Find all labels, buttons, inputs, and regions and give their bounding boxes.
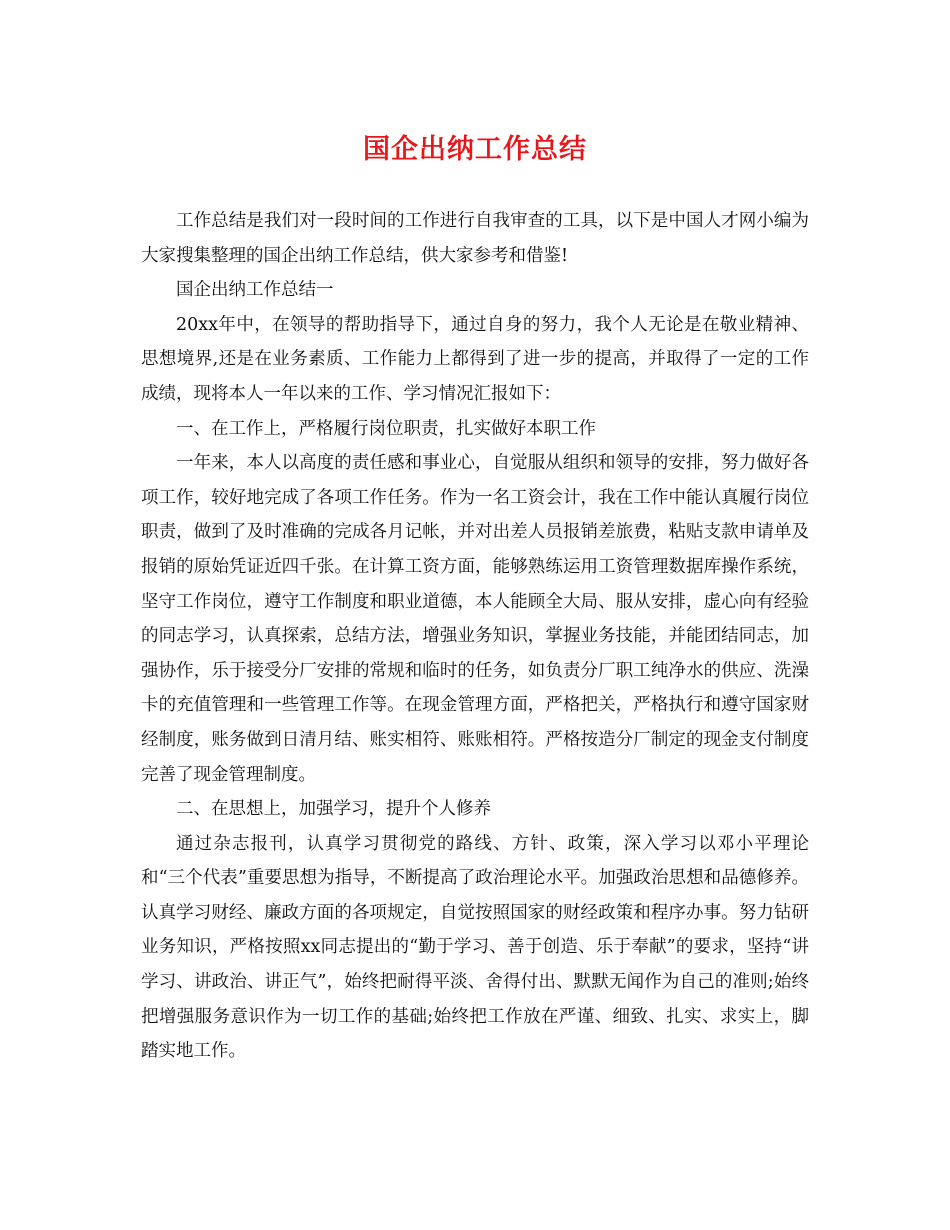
document-title: 国企出纳工作总结 <box>363 134 587 165</box>
section-heading-work: 一、在工作上，严格履行岗位职责，扎实做好本职工作 <box>176 418 596 439</box>
thought-paragraph: 通过杂志报刊，认真学习贯彻党的路线、方针、政策，深入学习以邓小平理论和“三个代表”重要思想为指导，不断提高了政治理论水平。加强政治思想和品德修养。认真学习财经、廉政方面的各项规定，自觉按照国家的财经政策和程序办事。努力钻研业务知识，严格按照xx同志提出的“勤于学习、善于创造、乐于奉献”的要求，坚持“讲学习、讲政治、讲正气”，始终把耐得平淡、舍得付出、默默无闻作为自己的准则;始终把增强服务意识作为一切工作的基础;始终把工作放在严谨、细致、扎实、求实上，脚踏实地工作。 <box>141 833 809 1062</box>
section-heading-thought: 二、在思想上，加强学习，提升个人修养 <box>176 799 491 820</box>
section-heading-summary-one: 国企出纳工作总结一 <box>176 280 334 301</box>
opening-paragraph: 20xx年中，在领导的帮助指导下，通过自身的努力，我个人无论是在敬业精神、思想境界,还是在业务素质、工作能力上都得到了进一步的提高，并取得了一定的工作成绩，现将本人一年以来的工作、学习情况汇报如下： <box>141 314 809 404</box>
intro-paragraph: 工作总结是我们对一段时间的工作进行自我审查的工具，以下是中国人才网小编为大家搜集整理的国企出纳工作总结，供大家参考和借鉴! <box>141 211 809 266</box>
document-body <box>141 204 809 1069</box>
work-paragraph: 一年来，本人以高度的责任感和事业心，自觉服从组织和领导的安排，努力做好各项工作，较好地完成了各项工作任务。作为一名工资会计，我在工作中能认真履行岗位职责，做到了及时准确的完成各月记帐，并对出差人员报销差旅费，粘贴支款申请单及报销的原始凭证近四千张。在计算工资方面，能够熟练运用工资管理数据库操作系统，坚守工作岗位，遵守工作制度和职业道德，本人能顾全大局、服从安排，虚心向有经验的同志学习，认真探索，总结方法，增强业务知识，掌握业务技能，并能团结同志，加强协作，乐于接受分厂安排的常规和临时的任务，如负责分厂职工纯净水的供应、洗澡卡的充值管理和一些管理工作等。在现金管理方面，严格把关，严格执行和遵守国家财经制度，账务做到日清月结、账实相符、账账相符。严格按造分厂制定的现金支付制度完善了现金管理制度。 <box>141 453 809 785</box>
